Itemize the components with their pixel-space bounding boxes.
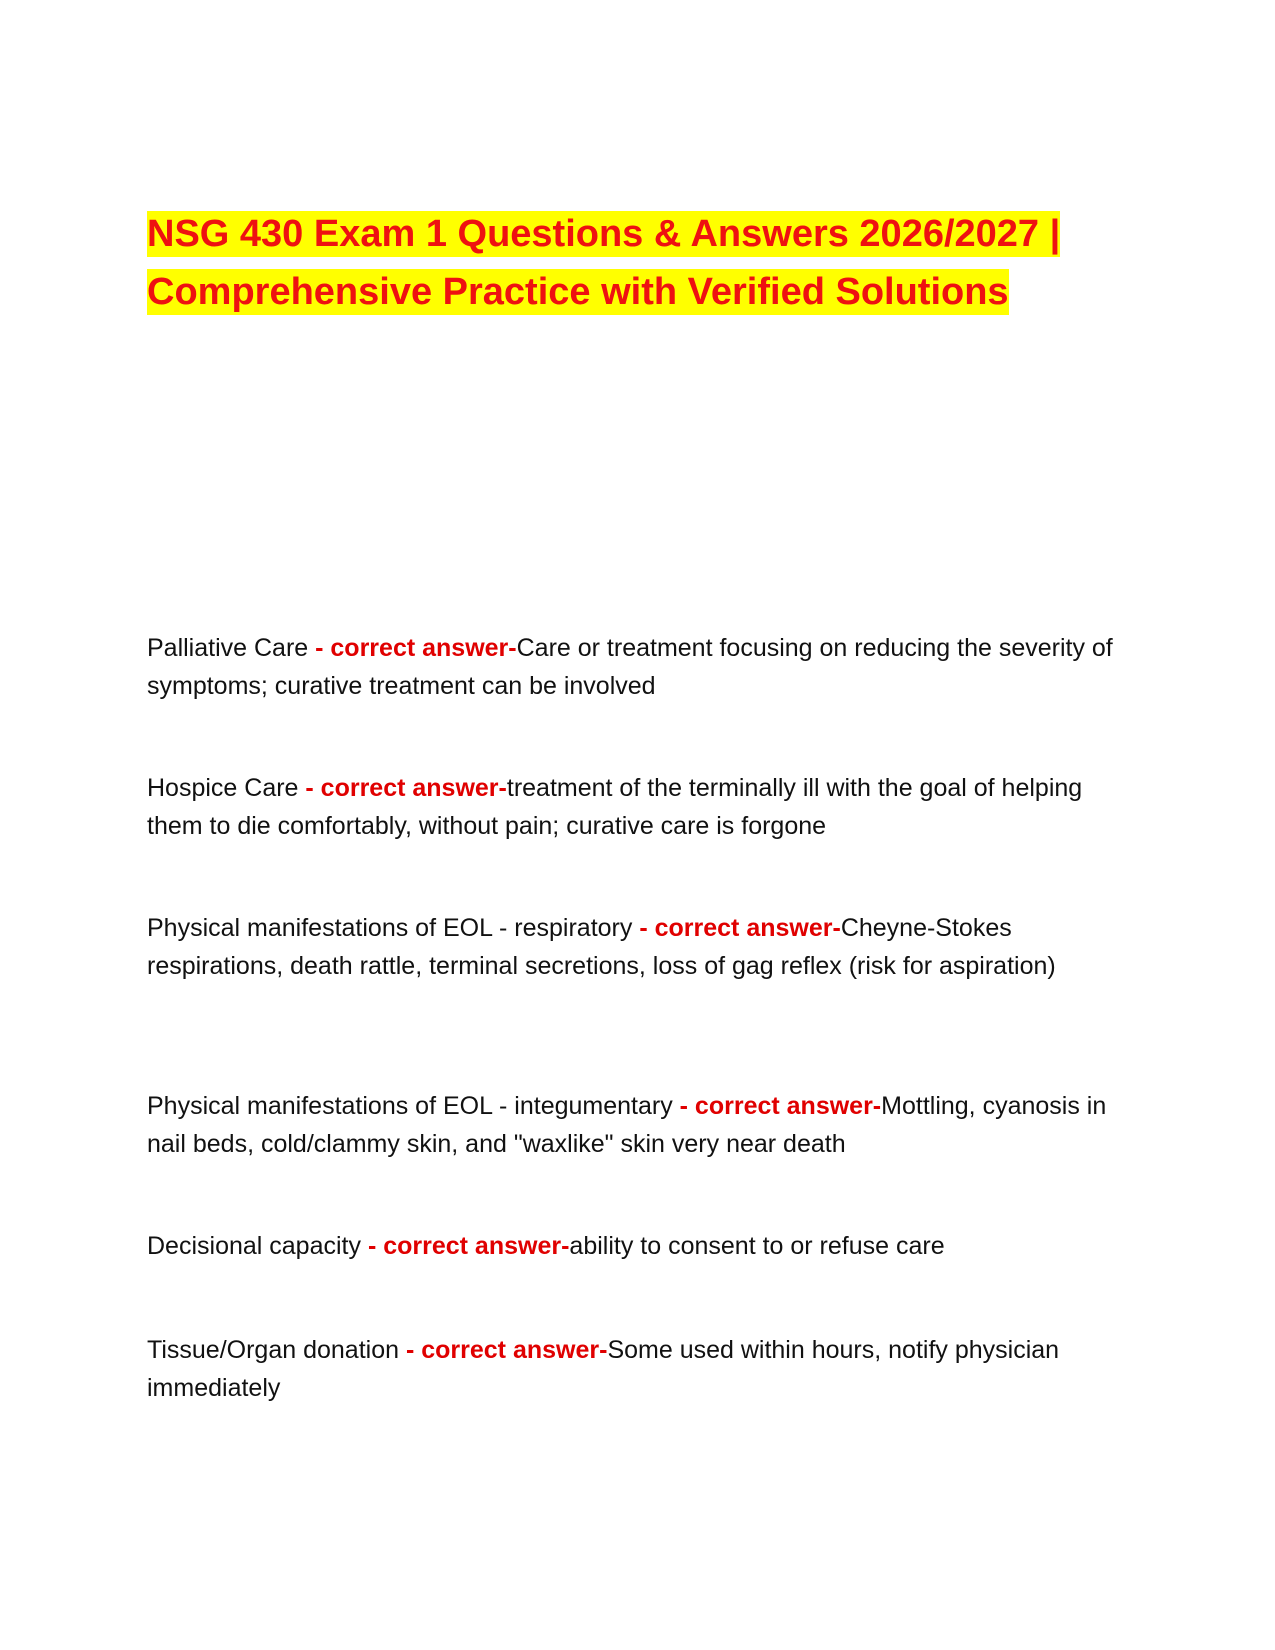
- qa-item-eol-integumentary: [147, 1088, 1127, 1163]
- qa-separator: - correct answer-: [308, 634, 517, 662]
- qa-answer: Care or treatment focusing on reducing the severity of symptoms; curative treatment can be involved: [147, 634, 1113, 700]
- qa-term: Hospice Care: [147, 774, 299, 802]
- qa-item-palliative-care: [147, 630, 1127, 705]
- qa-answer: Cheyne-Stokes respirations, death rattle, terminal secretions, loss of gag reflex (risk for aspiration): [147, 914, 1056, 980]
- qa-answer: Some used within hours, notify physician immediately: [147, 1336, 1060, 1402]
- qa-separator: - correct answer-: [632, 914, 841, 942]
- document-title: [147, 205, 1147, 321]
- qa-separator: - correct answer-: [399, 1336, 608, 1364]
- qa-term: Physical manifestations of EOL - integumentary: [147, 1092, 673, 1120]
- qa-item-tissue-organ-donation: [147, 1332, 1127, 1407]
- qa-answer: ability to consent to or refuse care: [569, 1232, 945, 1260]
- qa-separator: - correct answer-: [361, 1232, 570, 1260]
- qa-term: Decisional capacity: [147, 1232, 361, 1260]
- qa-term: Tissue/Organ donation: [147, 1336, 400, 1364]
- qa-answer: treatment of the terminally ill with the goal of helping them to die comfortably, without pain; curative care is forgone: [147, 774, 1083, 840]
- qa-item-eol-respiratory: [147, 910, 1127, 985]
- qa-item-decisional-capacity: [147, 1228, 1127, 1266]
- title-line-2: Comprehensive Practice with Verified Solutions: [147, 271, 1009, 313]
- qa-item-hospice-care: [147, 770, 1127, 845]
- qa-answer: Mottling, cyanosis in nail beds, cold/clammy skin, and "waxlike" skin very near death: [147, 1092, 1107, 1158]
- qa-term: Physical manifestations of EOL - respiratory: [147, 914, 633, 942]
- qa-separator: - correct answer-: [298, 774, 507, 802]
- title-line-1: NSG 430 Exam 1 Questions & Answers 2026/2027 |: [147, 213, 1061, 255]
- qa-term: Palliative Care: [147, 634, 309, 662]
- qa-separator: - correct answer-: [672, 1092, 882, 1120]
